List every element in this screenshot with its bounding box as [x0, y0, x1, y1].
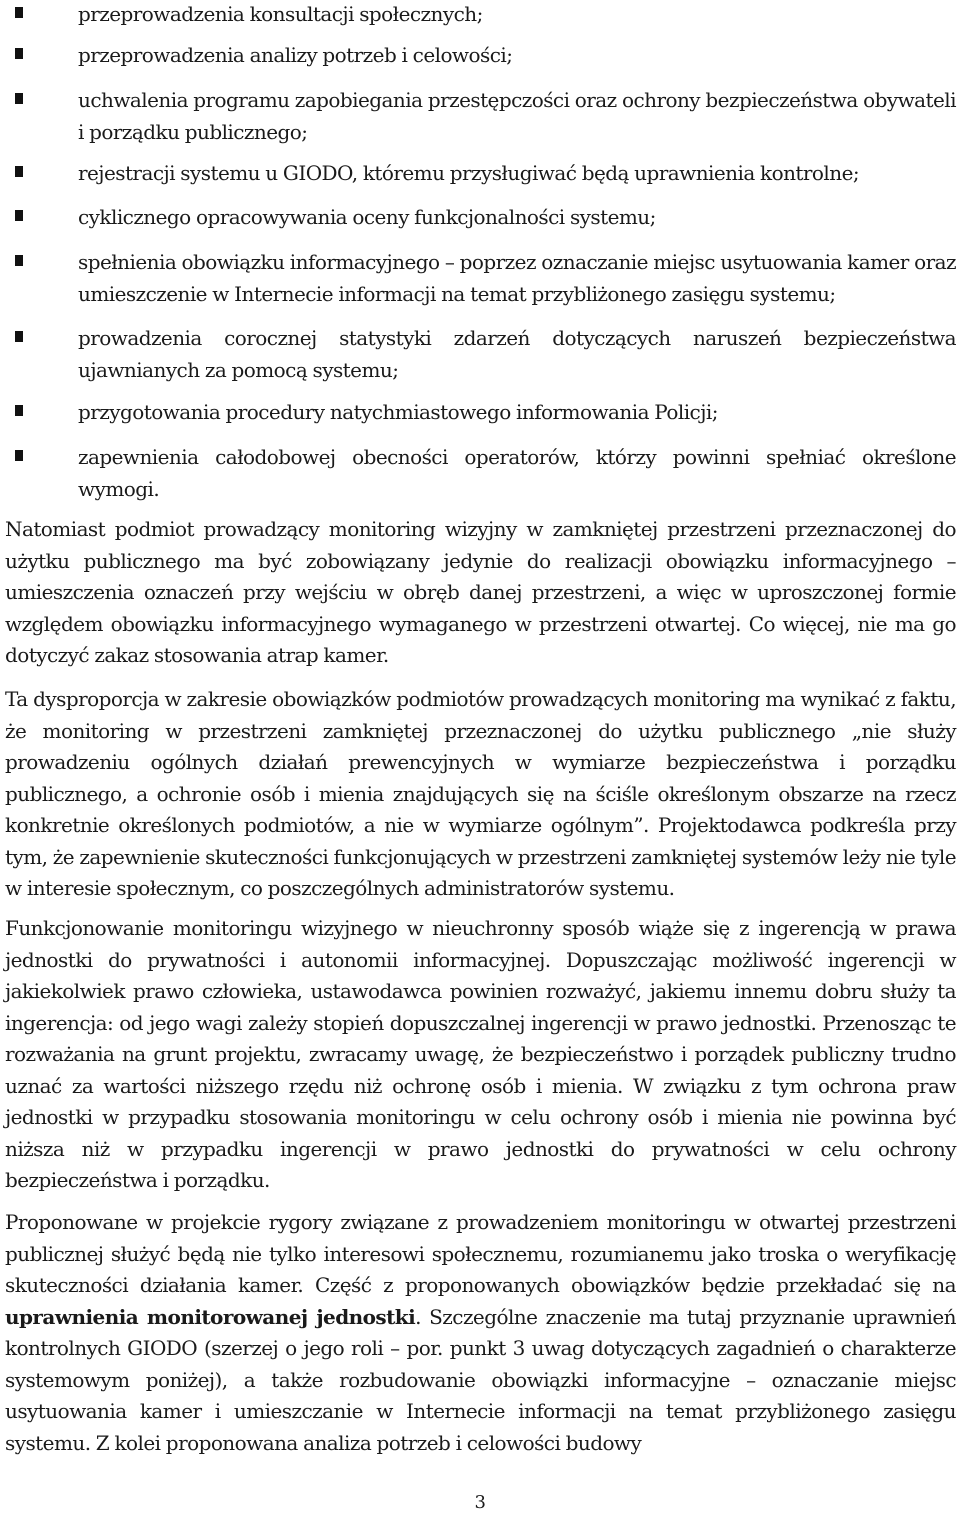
square-bullet-icon: [15, 7, 23, 18]
body-paragraph: [5, 1207, 956, 1459]
list-item-text: uchwalenia programu zapobiegania przestępczości oraz ochrony bezpieczeństwa obywateli i porządku publicznego;: [78, 88, 956, 144]
paragraph-text: Proponowane w projekcie rygory związane z prowadzeniem monitoringu w otwartej przestrzeni publicznej służyć będą nie tylko interesowi społecznemu, rozumianemu jako troska o weryfikację skuteczności działania kamer. Część z proponowanych obowiązków będzie przekładać się na: [5, 1210, 956, 1297]
list-item-text: przeprowadzenia konsultacji społecznych;: [78, 2, 483, 26]
square-bullet-icon: [15, 210, 23, 221]
square-bullet-icon: [15, 331, 23, 342]
body-paragraph: Natomiast podmiot prowadzący monitoring wizyjny w zamkniętej przestrzeni przeznaczonej do użytku publicznego ma być zobowiązany jedynie do realizacji obowiązku informacyjnego – umieszczenia oznaczeń przy wejściu w obręb danej przestrzeni, a więc w uproszczonej formie względem obowiązku informacyjnego wymaganego w przestrzeni otwartej. Co więcej, nie ma go dotyczyć zakaz stosowania atrap kamer.: [5, 517, 956, 667]
body-paragraph: Ta dysproporcja w zakresie obowiązków podmiotów prowadzących monitoring ma wynikać z faktu, że monitoring w przestrzeni zamkniętej przeznaczonej do użytku publicznego „nie służy prowadzeniu ogólnych działań prewencyjnych w wymiarze bezpieczeństwa i porządku publicznego, a ochronie osób i mienia znajdujących się na ściśle określonym obszarze na rzecz konkretnie określonych podmiotów, a nie w wymiarze ogólnym”. Projektodawca podkreśla przy tym, że zapewnienie skuteczności funkcjonujących w przestrzeni zamkniętej systemów leży nie tyle w interesie społecznym, co poszczególnych administratorów systemu.: [5, 687, 956, 900]
square-bullet-icon: [15, 405, 23, 416]
square-bullet-icon: [15, 450, 23, 461]
square-bullet-icon: [15, 255, 23, 266]
list-item-text: spełnienia obowiązku informacyjnego – poprzez oznaczanie miejsc usytuowania kamer oraz umieszczenie w Internecie informacji na temat przybliżonego zasięgu systemu;: [78, 250, 956, 306]
list-item-text: zapewnienia całodobowej obecności operatorów, którzy powinni spełniać określone wymogi.: [78, 445, 956, 501]
square-bullet-icon: [15, 93, 23, 104]
list-item-text: cyklicznego opracowywania oceny funkcjonalności systemu;: [78, 205, 656, 229]
list-item-text: przygotowania procedury natychmiastowego informowania Policji;: [78, 400, 718, 424]
page-number: 3: [474, 1492, 486, 1513]
list-item-text: przeprowadzenia analizy potrzeb i celowości;: [78, 43, 513, 67]
paragraph-text: . Szczególne znaczenie ma tutaj przyznanie uprawnień kontrolnych GIODO (szerzej o jego roli – por. punkt 3 uwag dotyczących zagadnień o charakterze systemowym poniżej), a także rozbudowanie obowiązki informacyjne – oznaczanie miejsc usytuowania kamer i umieszczanie w Internecie informacji na temat przybliżonego zasięgu systemu. Z kolei proponowana analiza potrzeb i celowości budowy: [5, 1304, 956, 1455]
square-bullet-icon: [15, 166, 23, 177]
list-item-text: prowadzenia corocznej statystyki zdarzeń dotyczących naruszeń bezpieczeństwa ujawnianych za pomocą systemu;: [78, 326, 956, 382]
square-bullet-icon: [15, 48, 23, 59]
body-paragraph: Funkcjonowanie monitoringu wizyjnego w nieuchronny sposób wiąże się z ingerencją w prawa jednostki do prywatności i autonomii informacyjnej. Dopuszczając możliwość ingerencji w jakiekolwiek prawo człowieka, ustawodawca powinien rozważyć, jakiemu innemu dobru służy ta ingerencja: od jego wagi zależy stopień dopuszczalnej ingerencji w prawo jednostki. Przenosząc te rozważania na grunt projektu, zwracamy uwagę, że bezpieczeństwo i porządek publiczny trudno uznać za wartości niższego rzędu niż ochronę osób i mienia. W związku z tym ochrona praw jednostki w przypadku stosowania monitoringu w celu ochrony osób i mienia nie powinna być niższa niż w przypadku ingerencji w prawo jednostki do prywatności w celu ochrony bezpieczeństwa i porządku.: [5, 916, 956, 1192]
list-item-text: rejestracji systemu u GIODO, któremu przysługiwać będą uprawnienia kontrolne;: [78, 161, 860, 185]
emphasis-text: uprawnienia monitorowanej jednostki: [5, 1304, 416, 1329]
